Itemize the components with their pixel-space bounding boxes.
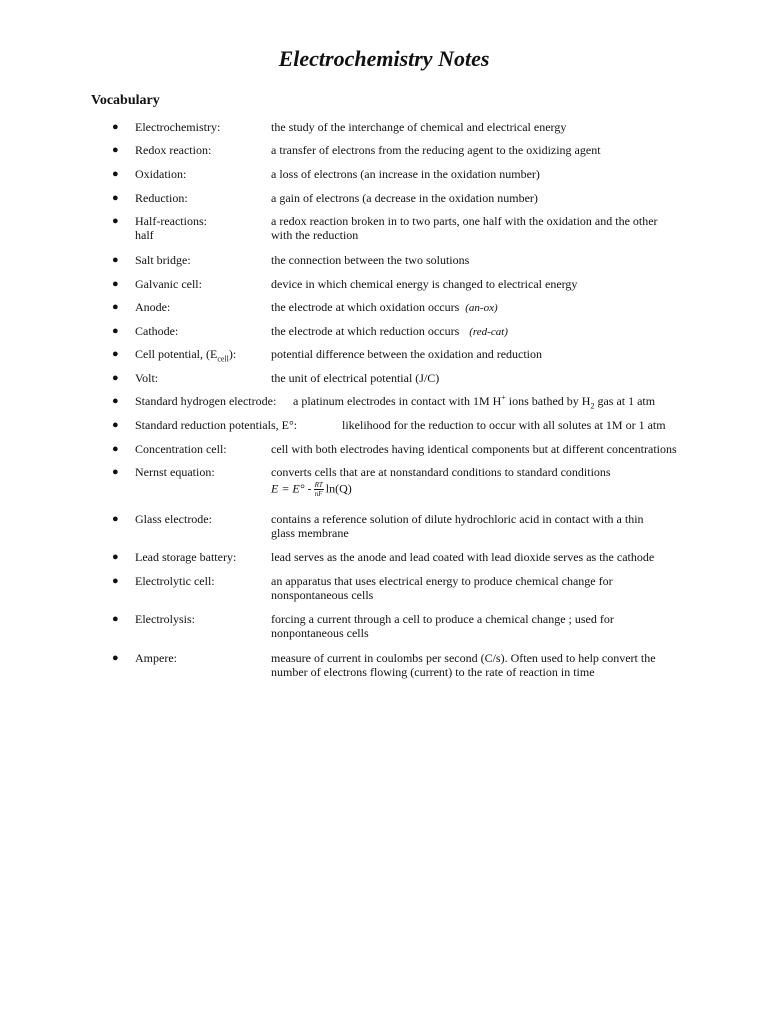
term-half-reactions: Half-reactions: xyxy=(135,214,207,228)
term-nernst-equation: Nernst equation: xyxy=(135,465,215,479)
bullet: ● xyxy=(112,215,119,227)
term-cell-potential xyxy=(135,347,237,364)
def-she-sub: 2 xyxy=(590,401,595,411)
term-reduction: Reduction: xyxy=(135,191,188,205)
bullet: ● xyxy=(112,121,119,133)
def-half-reactions: a redox reaction broken in to two parts, one half with the oxidation and the other xyxy=(271,214,658,228)
bullet: ● xyxy=(112,466,119,478)
nernst-rhs: ln(Q) xyxy=(325,481,352,496)
def-she-a: a platinum electrodes in contact with 1M H xyxy=(293,394,502,408)
def-electrolysis-cont: nonpontaneous cells xyxy=(271,626,369,640)
def-cathode xyxy=(271,324,508,339)
def-redox-reaction: a transfer of electrons from the reducing agent to the oxidizing agent xyxy=(271,143,601,157)
bullet: ● xyxy=(112,301,119,313)
section-heading: Vocabulary xyxy=(91,93,160,108)
term-cell-potential-b: ): xyxy=(228,347,237,361)
term-standard-reduction-potentials: Standard reduction potentials, E°: xyxy=(135,418,298,432)
def-volt: the unit of electrical potential (J/C) xyxy=(271,371,440,385)
mnemonic-red-cat: (red-cat) xyxy=(469,326,508,338)
nernst-formula xyxy=(271,481,352,498)
term-electrochemistry: Electrochemistry: xyxy=(135,120,221,134)
bullet: ● xyxy=(112,575,119,587)
def-she-b: ions bathed by H xyxy=(505,394,591,408)
def-cathode-text: the electrode at which reduction occurs xyxy=(271,324,460,338)
bullet: ● xyxy=(112,192,119,204)
def-ampere-cont: number of electrons flowing (current) to the rate of reaction in time xyxy=(271,665,595,679)
bullet: ● xyxy=(112,513,119,525)
term-cathode: Cathode: xyxy=(135,324,179,338)
nernst-lhs: E = E° - xyxy=(271,481,312,496)
def-reduction: a gain of electrons (a decrease in the oxidation number) xyxy=(271,191,538,205)
term-redox-reaction: Redox reaction: xyxy=(135,143,212,157)
term-lead-storage-battery: Lead storage battery: xyxy=(135,550,237,564)
def-electrolytic-cell: an apparatus that uses electrical energy to produce chemical change for xyxy=(271,574,613,588)
term-anode: Anode: xyxy=(135,300,171,314)
bullet: ● xyxy=(112,278,119,290)
bullet: ● xyxy=(112,652,119,664)
nernst-denominator: nF xyxy=(314,490,323,498)
term-half-reactions-cont: half xyxy=(135,228,154,242)
bullet: ● xyxy=(112,443,119,455)
def-glass-electrode: contains a reference solution of dilute hydrochloric acid in contact with a thin xyxy=(271,512,644,526)
term-galvanic-cell: Galvanic cell: xyxy=(135,277,202,291)
nernst-numerator: RT xyxy=(314,481,323,489)
bullet: ● xyxy=(112,395,119,407)
term-standard-hydrogen-electrode: Standard hydrogen electrode: xyxy=(135,394,277,408)
term-electrolysis: Electrolysis: xyxy=(135,612,195,626)
bullet: ● xyxy=(112,168,119,180)
term-salt-bridge: Salt bridge: xyxy=(135,253,191,267)
def-electrolytic-cell-cont: nonspontaneous cells xyxy=(271,588,374,602)
def-ampere: measure of current in coulombs per second (C/s). Often used to help convert the xyxy=(271,651,656,665)
def-galvanic-cell: device in which chemical energy is changed to electrical energy xyxy=(271,277,578,291)
term-volt: Volt: xyxy=(135,371,159,385)
def-anode xyxy=(271,300,498,315)
def-she-sup: + xyxy=(501,393,506,402)
term-electrolytic-cell: Electrolytic cell: xyxy=(135,574,215,588)
bullet: ● xyxy=(112,144,119,156)
bullet: ● xyxy=(112,325,119,337)
bullet: ● xyxy=(112,254,119,266)
term-cell-potential-a: Cell potential, (E xyxy=(135,347,218,361)
nernst-fraction xyxy=(314,481,324,498)
def-electrolysis: forcing a current through a cell to produce a chemical change ; used for xyxy=(271,612,614,626)
bullet: ● xyxy=(112,372,119,384)
term-glass-electrode: Glass electrode: xyxy=(135,512,212,526)
bullet: ● xyxy=(112,348,119,360)
def-anode-text: the electrode at which oxidation occurs xyxy=(271,300,460,314)
def-electrochemistry: the study of the interchange of chemical and electrical energy xyxy=(271,120,567,134)
def-lead-storage-battery: lead serves as the anode and lead coated with lead dioxide serves as the cathode xyxy=(271,550,655,564)
term-cell-potential-sub: cell xyxy=(217,354,229,364)
def-she-c: gas at 1 atm xyxy=(594,394,656,408)
def-standard-reduction-potentials: likelihood for the reduction to occur with all solutes at 1M or 1 atm xyxy=(342,418,666,432)
def-nernst-equation: converts cells that are at nonstandard conditions to standard conditions xyxy=(271,465,611,479)
def-concentration-cell: cell with both electrodes having identical components but at different concentrations xyxy=(271,442,677,456)
page-title: Electrochemistry Notes xyxy=(278,46,490,71)
term-concentration-cell: Concentration cell: xyxy=(135,442,227,456)
def-oxidation: a loss of electrons (an increase in the oxidation number) xyxy=(271,167,540,181)
def-glass-electrode-cont: glass membrane xyxy=(271,526,349,540)
def-salt-bridge: the connection between the two solutions xyxy=(271,253,470,267)
def-half-reactions-cont: with the reduction xyxy=(271,228,359,242)
bullet: ● xyxy=(112,419,119,431)
mnemonic-an-ox: (an-ox) xyxy=(465,302,498,314)
bullet: ● xyxy=(112,613,119,625)
def-standard-hydrogen-electrode xyxy=(293,393,656,411)
def-cell-potential: potential difference between the oxidation and reduction xyxy=(271,347,543,361)
term-oxidation: Oxidation: xyxy=(135,167,187,181)
bullet: ● xyxy=(112,551,119,563)
term-ampere: Ampere: xyxy=(135,651,177,665)
